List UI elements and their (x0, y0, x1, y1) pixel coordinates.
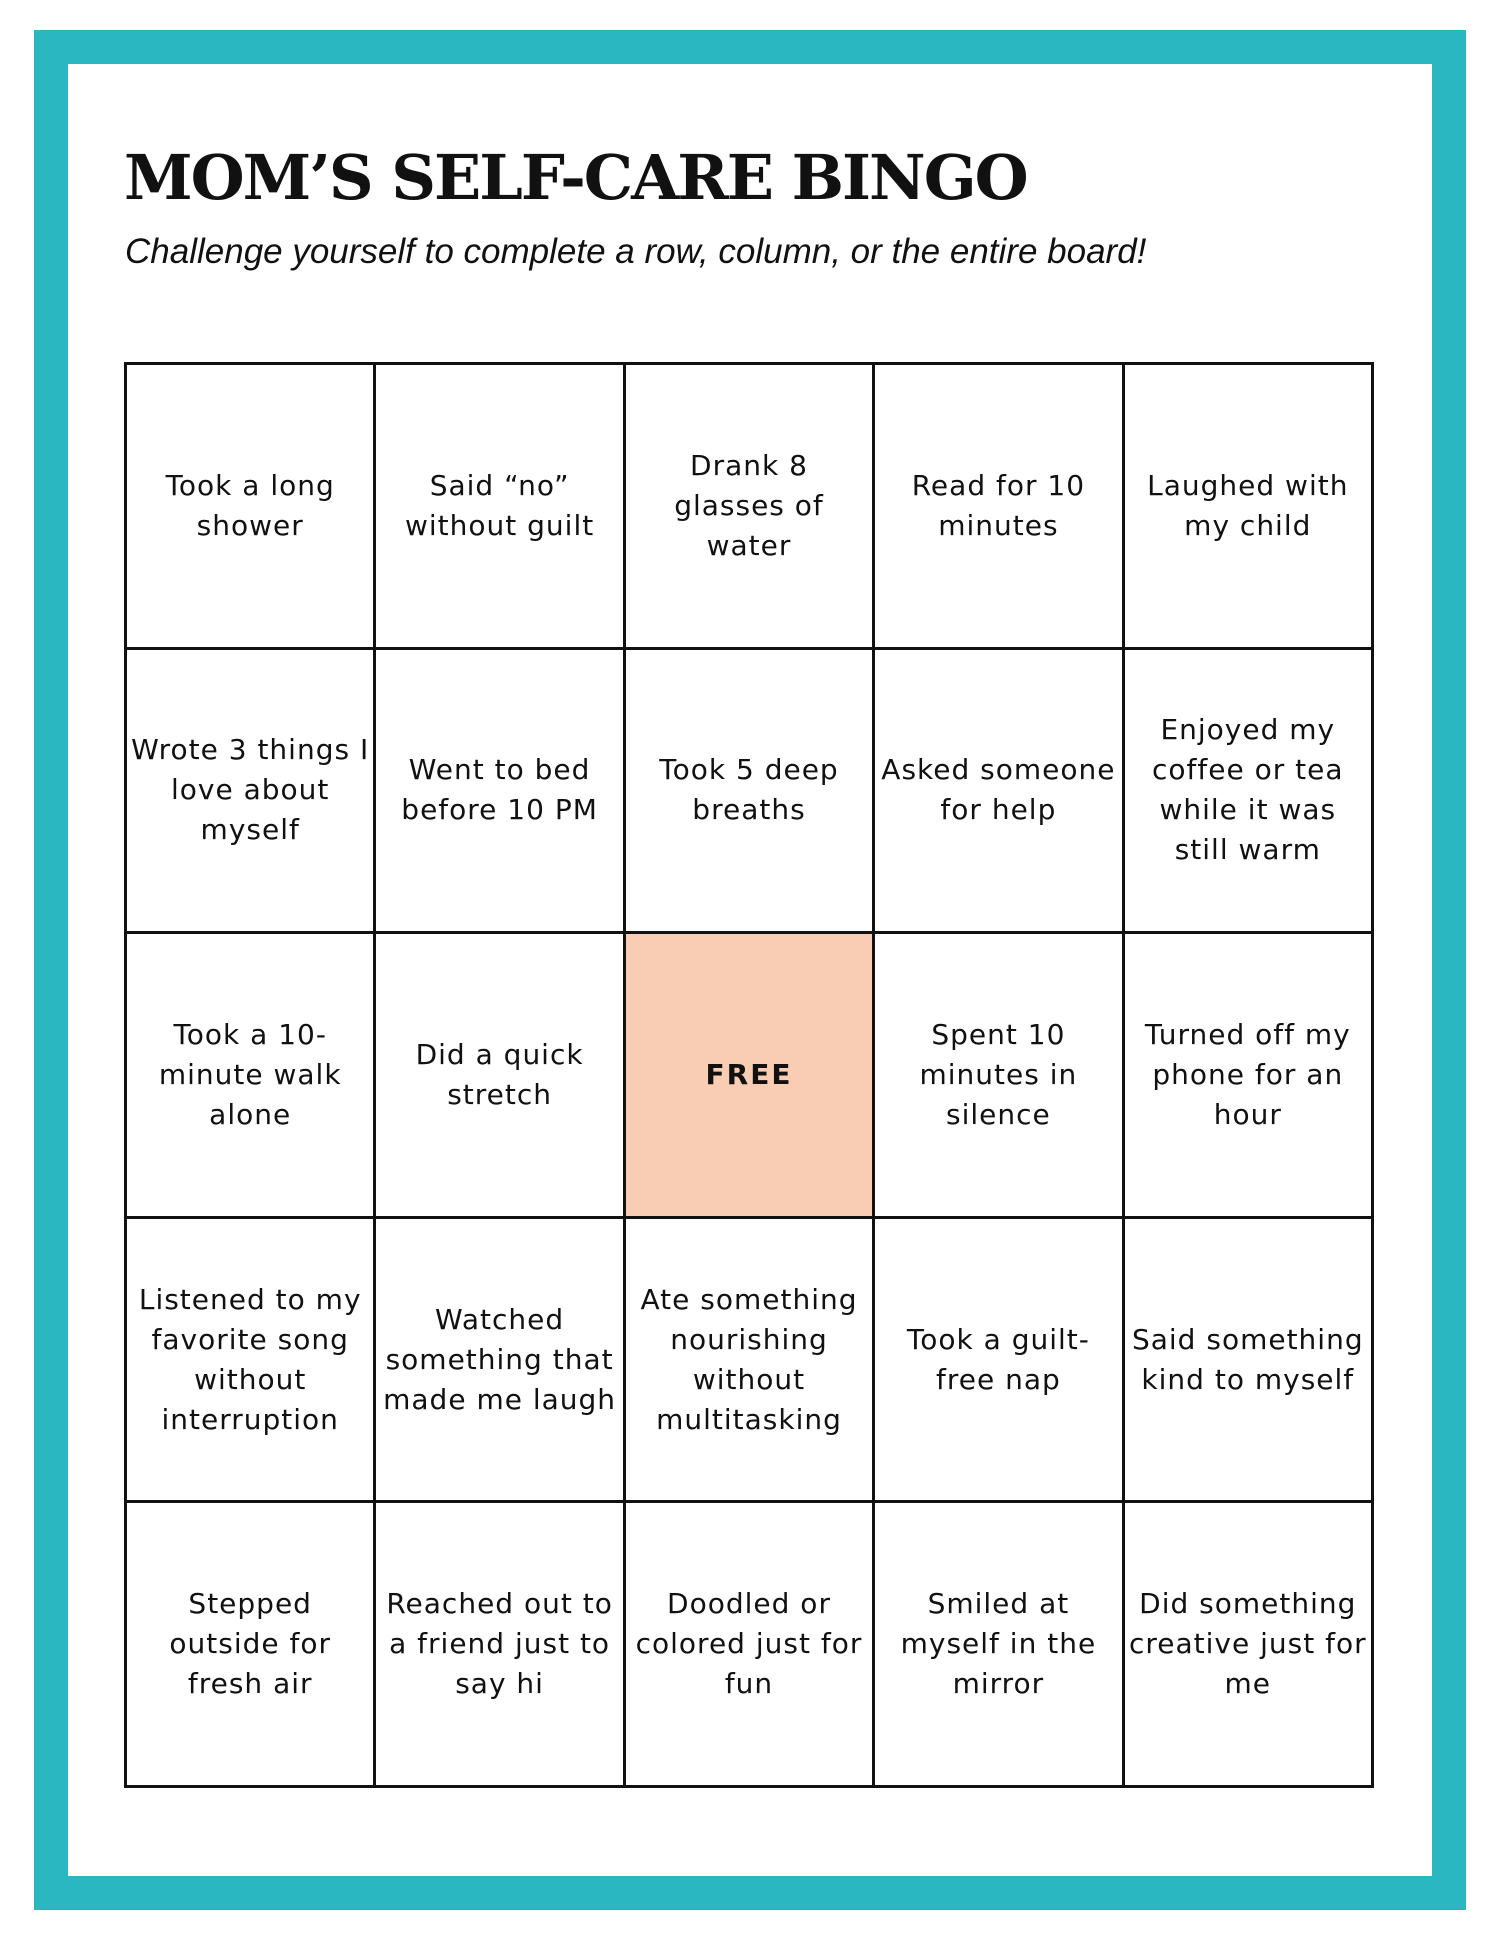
bingo-free-cell: FREE (626, 934, 875, 1219)
bingo-cell: Read for 10 minutes (875, 365, 1124, 650)
bingo-cell: Doodled or colored just for fun (626, 1503, 875, 1788)
bingo-cell: Watched something that made me laugh (376, 1219, 625, 1504)
bingo-cell: Laughed with my child (1125, 365, 1374, 650)
bingo-cell: Asked someone for help (875, 650, 1124, 935)
bingo-cell: Took a long shower (127, 365, 376, 650)
page-subtitle: Challenge yourself to complete a row, column, or the entire board! (125, 232, 1147, 271)
bingo-cell: Took a 10-minute walk alone (127, 934, 376, 1219)
bingo-cell: Did a quick stretch (376, 934, 625, 1219)
bingo-cell: Listened to my favorite song without interruption (127, 1219, 376, 1504)
bingo-cell: Drank 8 glasses of water (626, 365, 875, 650)
bingo-cell: Did something creative just for me (1125, 1503, 1374, 1788)
bingo-cell: Stepped outside for fresh air (127, 1503, 376, 1788)
bingo-cell: Took 5 deep breaths (626, 650, 875, 935)
bingo-board (124, 362, 1374, 1788)
bingo-cell: Went to bed before 10 PM (376, 650, 625, 935)
bingo-cell: Said “no” without guilt (376, 365, 625, 650)
bingo-cell: Ate something nourishing without multitasking (626, 1219, 875, 1504)
bingo-cell: Turned off my phone for an hour (1125, 934, 1374, 1219)
bingo-cell: Took a guilt-free nap (875, 1219, 1124, 1504)
bingo-cell: Said something kind to myself (1125, 1219, 1374, 1504)
bingo-cell: Spent 10 minutes in silence (875, 934, 1124, 1219)
bingo-cell: Enjoyed my coffee or tea while it was still warm (1125, 650, 1374, 935)
bingo-cell: Smiled at myself in the mirror (875, 1503, 1124, 1788)
bingo-cell: Reached out to a friend just to say hi (376, 1503, 625, 1788)
bingo-cell: Wrote 3 things I love about myself (127, 650, 376, 935)
page-title: MOM’S SELF-CARE BINGO (124, 141, 1027, 214)
